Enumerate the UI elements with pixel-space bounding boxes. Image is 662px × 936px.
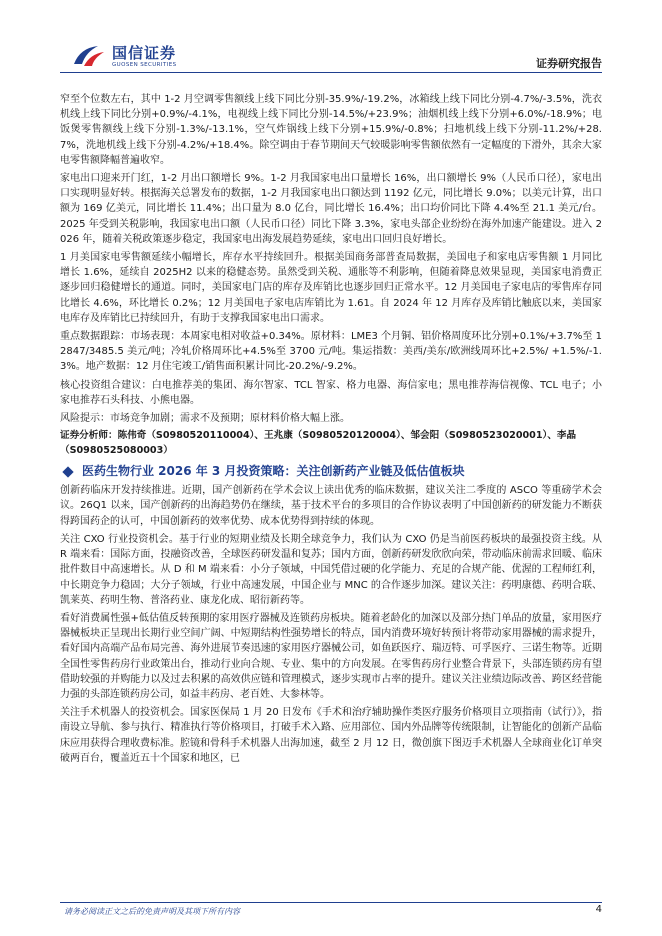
header-divider: [60, 72, 602, 73]
diamond-bullet-icon: [62, 466, 73, 477]
body-paragraph: 1 月美国家电零售额延续小幅增长，库存水平持续回升。根据美国商务部普查局数据，美国电子和家电店零售额 1 月同比增长 1.6%，延续自 2025H2 以来的稳健态势。虽然受到关税、通胀等不利影响，但随着降息效果显现，美国家电消费正逐步回归稳健增长的通道。同时，美国家电门店的库存及库销比也逐步回归正常水平。12 月美国电子家电店的零售库存同比增长 4.6%，环比增长 0.2%；12 月美国电子家电店库销比为 1.61。自 2024 年 12 月库存及库销比触底以来，美国家电库存及库销比已持续回升，有助于支撑我国家电出口需求。: [60, 252, 602, 324]
report-type-label: 证券研究报告: [536, 57, 602, 70]
section-title-text: 医药生物行业 2026 年 3 月投资策略：关注创新药产业链及低估值板块: [82, 464, 465, 479]
section-heading: [60, 464, 602, 479]
guosen-logo-icon: [72, 44, 106, 70]
body-paragraph: 风险提示：市场竞争加剧；需求不及预期；原材料价格大幅上涨。: [60, 413, 350, 425]
analyst-names: 陈伟奇（S0980520110004）、王兆康（S0980520120004）、邹会阳（S0980523020001）、李晶（S0980525080003）: [60, 430, 577, 456]
footer-disclaimer: 请务必阅读正文之后的免责声明及其项下所有内容: [64, 907, 240, 916]
page-header: [0, 0, 662, 84]
body-paragraph: 关注手术机器人的投资机会。国家医保局 1 月 20 日发布《手术和治疗辅助操作类医疗服务价格项目立项指南（试行）》，指南设立导航、参与执行、精准执行等价格项目，打破手术入路、应用部位、国内外品牌等传统限制，让智能化的创新产品临床应用获得合理收费标准。腔镜和骨科手术机器人出海加速，截至 2 月 12 日，微创旗下图迈手术机器人全球商业化订单突破两百台，覆盖近五十个国家和地区，已: [60, 707, 602, 764]
footer-divider: [60, 902, 602, 903]
body-paragraph: 关注 CXO 行业投资机会。基于行业的短期业绩及长期全球竞争力，我们认为 CXO 仍是当前医药板块的最强投资主线。从 R 端来看：国际方面，投融资改善，全球医药研发温和复苏；国内方面，创新药研发欣欣向荣，带动临床前需求回暖、临床批件数目中高速增长。从 D 和 M 端来看：小分子领域，中国凭借过硬的化学能力、充足的合规产能、优渥的工程师红利，中长期竞争力稳固；大分子领域，行业中高速发展，中国企业与 MNC 的合作逐步加深。建议关注：药明康德、药明合联、凯莱英、药明生物、普洛药业、康龙化成、昭衍新药等。: [60, 533, 602, 606]
brand-logo: [72, 44, 176, 70]
body-paragraph: 重点数据跟踪：市场表现：本周家电相对收益+0.34%。原材料：LME3 个月铜、铝价格周度环比分别+0.1%/+3.7%至 12847/3485.5 美元/吨；冷轧价格周环比+4.5%至 3700 元/吨。集运指数：美西/美东/欧洲线周环比+2.5%/ +1.5%/-1.3%。地产数据：12 月住宅竣工/销售面积累计同比-20.2%/-9.2%。: [60, 331, 602, 373]
analyst-line: [60, 429, 602, 458]
body-paragraph: 核心投资组合建议：白电推荐美的集团、海尔智家、TCL 智家、格力电器、海信家电；黑电推荐海信视像、TCL 电子；小家电推荐石头科技、小熊电器。: [60, 379, 602, 406]
brand-name-en: GUOSEN SECURITIES: [112, 62, 177, 68]
body-paragraph: 创新药临床开发持续推进。近期，国产创新药在学术会议上读出优秀的临床数据，建议关注二季度的 ASCO 等重磅学术会议。26Q1 以来，国产创新药的出海趋势仍在继续，基于技术平台的多项目的合作协议表明了中国创新药的研发能力不断获得跨国药企的认可，中国创新药的效率优势、成本优势得到持续的体现。: [60, 485, 602, 527]
page-number: 4: [595, 904, 602, 915]
body-paragraph: 窄至个位数左右，其中 1-2 月空调零售额线上线下同比分别-35.9%/-19.2%，冰箱线上线下同比分别-4.7%/-3.5%，洗衣机线上线下同比分别+0.9%/-4.1%，电视线上线下同比分别-14.5%/+23.9%；油烟机线上线下分别+6.0%/-18.9%；电饭煲零售额线上线下分别-1.3%/-13.1%，空气炸锅线上线下分别+15.9%/-0.8%；扫地机线上线下分别-11.2%/+28.7%，洗地机线上线下分别-4.2%/+18.4%。除空调由于春节期间天气较暖影响零售额依然有一定幅度的下滑外，其余大家电零售额降幅普遍收窄。: [60, 94, 602, 166]
body-paragraph: 家电出口迎来开门红，1-2 月出口额增长 9%。1-2 月我国家电出口量增长 16%，出口额增长 9%（人民币口径），家电出口实现明显好转。根据海关总署发布的数据，1-2 月我国家电出口额达到 1192 亿元，同比增长 9.0%；以美元计算，出口额为 169 亿美元，同比增长 11.4%；出口量为 8.0 亿台，同比增长 16.4%；出口均价同比下降 4.4%至 21.1 美元/台。2025 年受到关税影响，我国家电出口额（人民币口径）同比下降 3.3%，家电头部企业纷纷在海外加速产能建设。进入 2026 年，随着关税政策逐步稳定，我国家电出海发展趋势延续，家电出口回归良好增长。: [60, 173, 602, 245]
main-content: [60, 92, 602, 769]
brand-name-cn: 国信证券: [112, 44, 177, 62]
body-paragraph: 看好消费属性强+低估值反转预期的家用医疗器械及连锁药房板块。随着老龄化的加深以及部分热门单品的放量，家用医疗器械板块正呈现出长期行业空间广阔、中短期结构性强势增长的特点，国内消费环境好转预计将带动家用器械的需求提升，看好国内高端产品布局完善、海外进展节奏迅速的家用医疗器械公司，如鱼跃医疗、瑞迈特、可孚医疗、三诺生物等。近期全国性零售药房行业政策出台，推动行业向合规、专业、集中的方向发展。在零售药房行业整合背景下，头部连锁药房有望借助较强的并购能力以及过去积累的高效供应链和管理模式，逐步实现市占率的提升。建议关注业绩边际改善、跨区经营能力强的头部连锁药房公司，如益丰药房、老百姓、大参林等。: [60, 612, 602, 700]
analyst-label: 证券分析师：: [60, 430, 118, 442]
